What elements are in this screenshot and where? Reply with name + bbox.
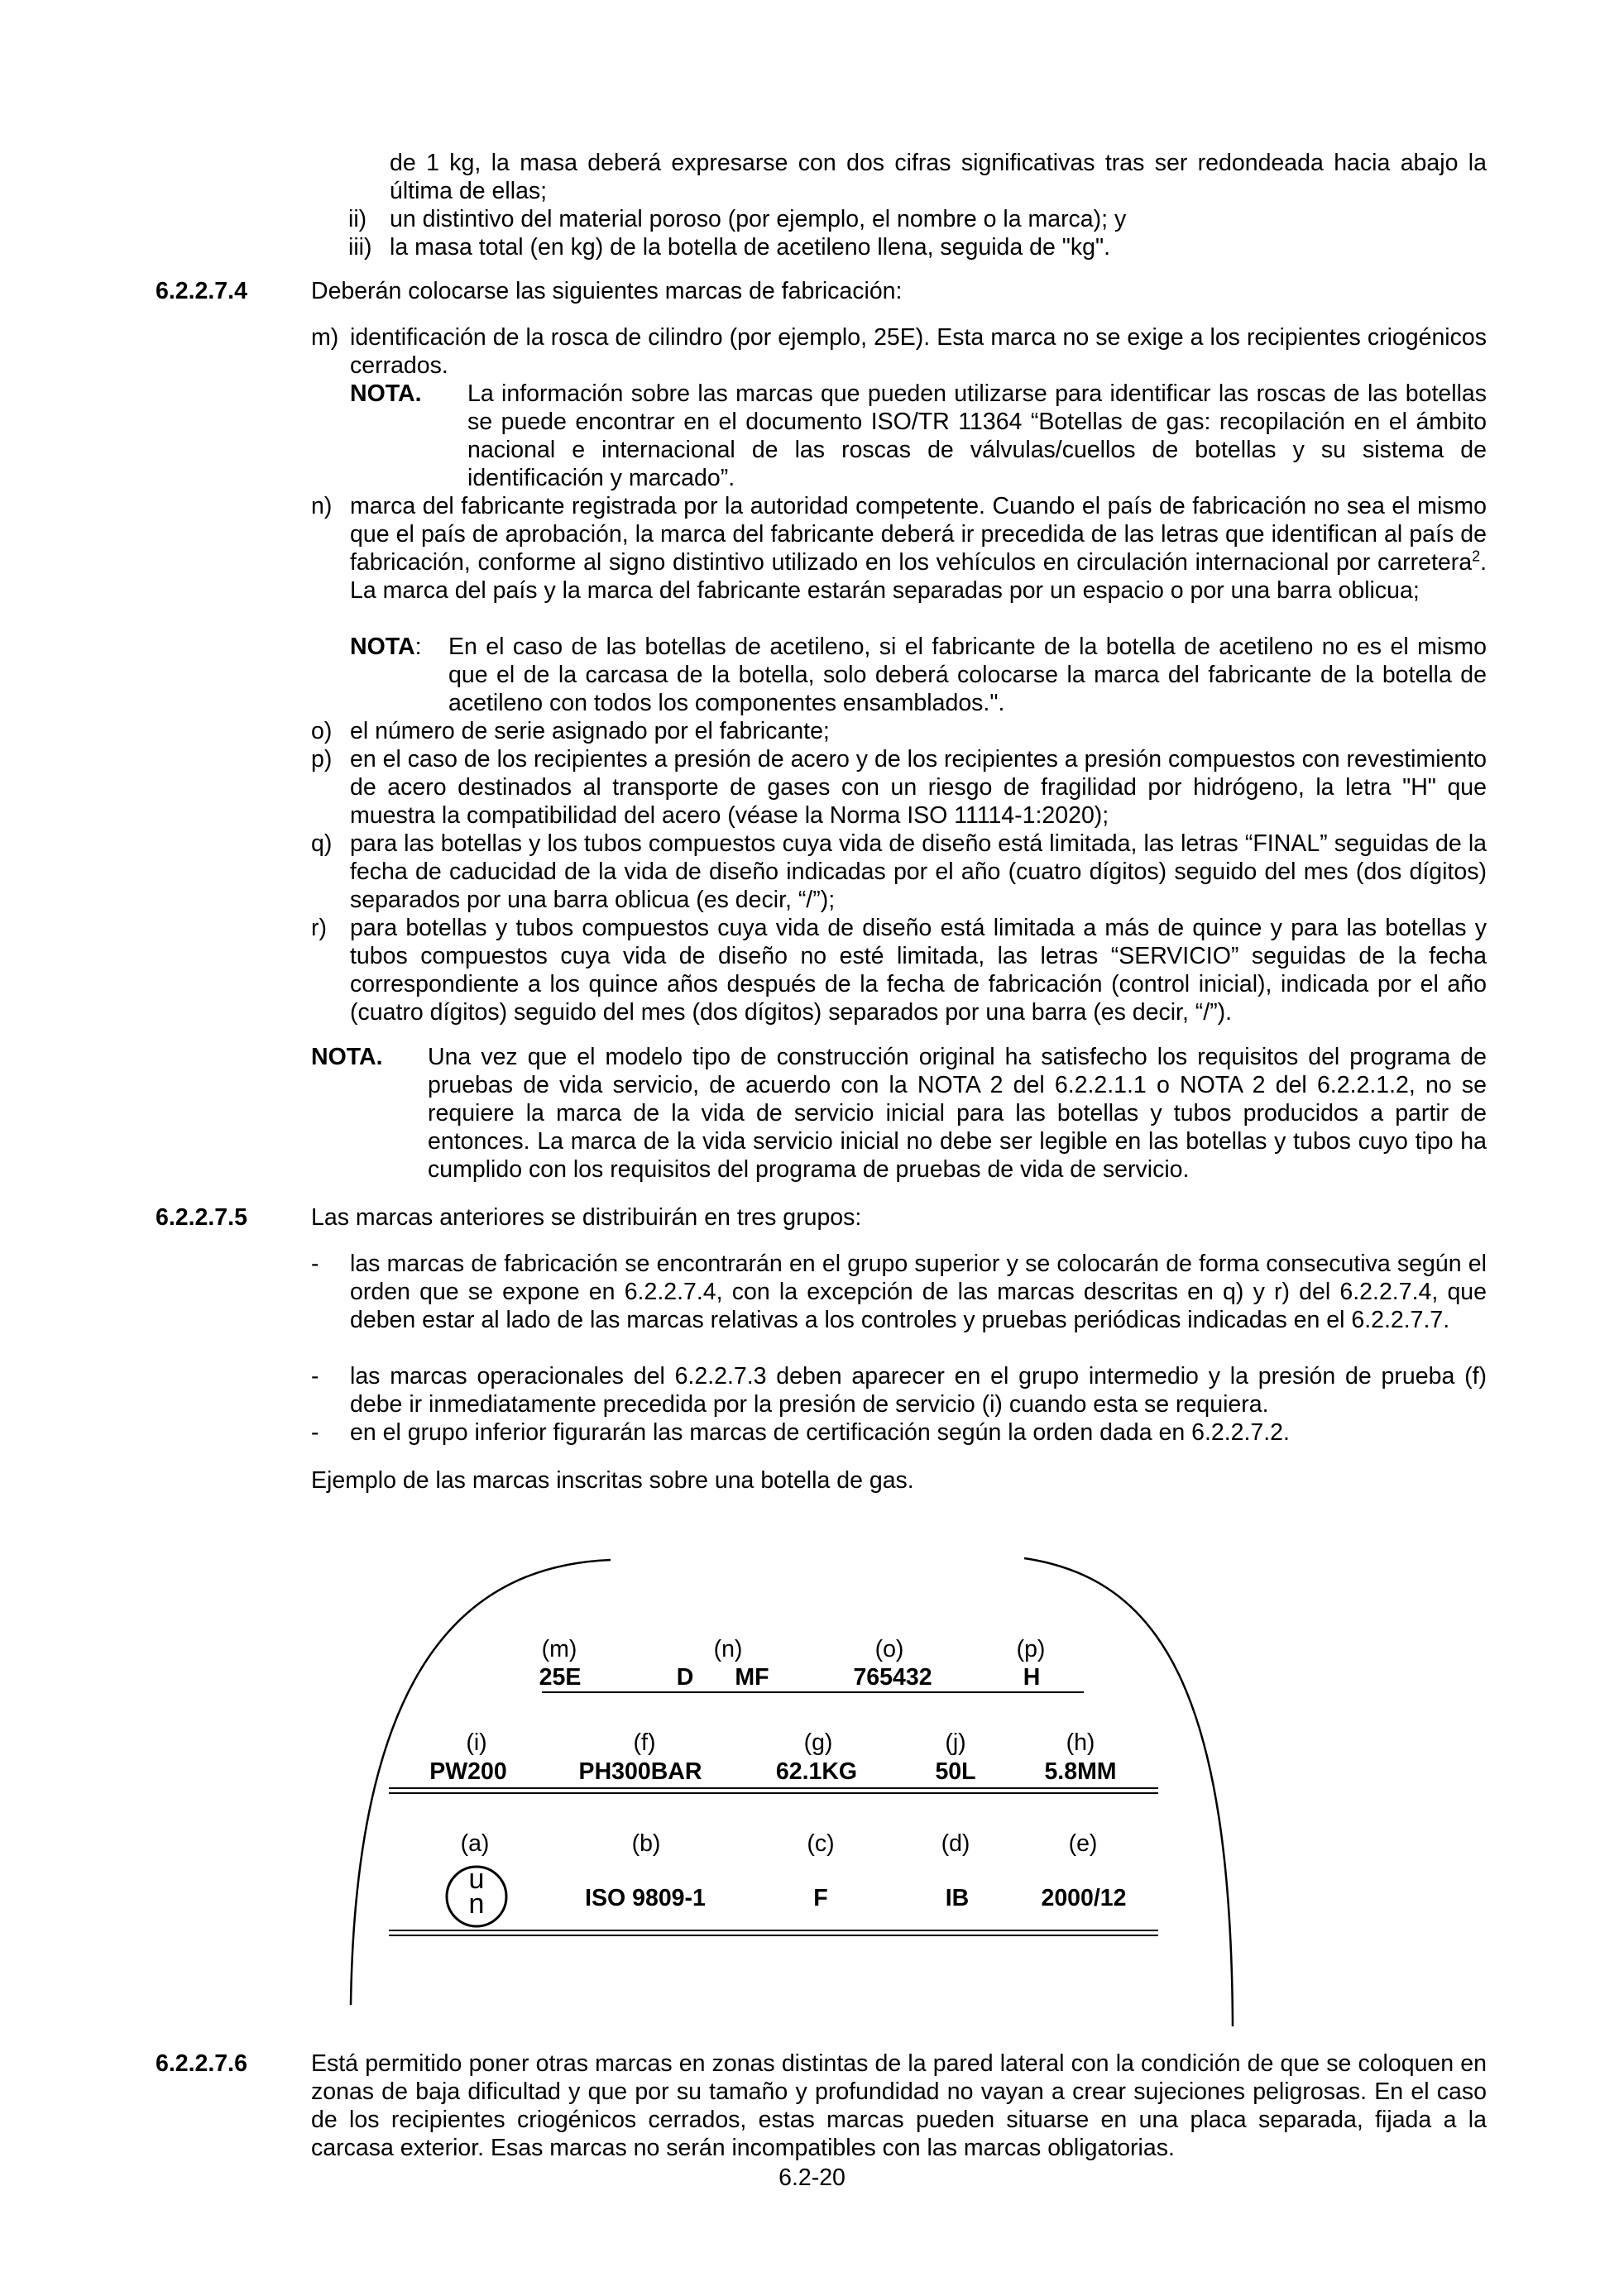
bullet-3-text: en el grupo inferior figurarán las marcas de certificación según la orden dada en 6.2.2.7.2. bbox=[350, 1419, 1290, 1446]
note-label: NOTA. bbox=[311, 1044, 383, 1070]
item-p-text: en el caso de los recipientes a presión de acero y de los recipientes a presión compuestos con revestimiento de acero destinados al transporte de gases con un riesgo de fragilidad por hidrógeno, la letra "H" que muestra la compatibilidad del acero (véase la Norma ISO 11114-1:2020); bbox=[350, 746, 1487, 829]
footnote-ref-2: 2 bbox=[1472, 548, 1481, 565]
label-e: (e) bbox=[1068, 1830, 1098, 1857]
label-m: (m) bbox=[541, 1636, 577, 1662]
label-n: (n) bbox=[713, 1636, 743, 1662]
item-n-label: n) bbox=[311, 493, 333, 519]
value-test-pressure: PH300BAR bbox=[578, 1758, 702, 1785]
bullet-2-text: las marcas operacionales del 6.2.2.7.3 deben aparecer en el grupo intermedio y la presión de prueba (f) debe ir inmediatamente precedida por la presión de servicio (i) cuando esta se requiera. bbox=[350, 1363, 1487, 1418]
item-ii-label: ii) bbox=[348, 206, 367, 232]
item-q-text: para las botellas y los tubos compuestos cuya vida de diseño está limitada, las letras “FINAL” seguidas de la fecha de caducidad de la vida de diseño indicadas por el año (cuatro dígitos) seguido del mes (dos dígitos) separados por una barra oblicua (es decir, “/”); bbox=[350, 830, 1487, 913]
section-text-6-2-2-7-6: Está permitido poner otras marcas en zonas distintas de la pared lateral con la condición de que se coloquen en zonas de baja dificultad y que por su tamaño y profundidad no vayan a crear sujeciones peligrosas. En el caso de los recipientes criogénicos cerrados, estas marcas pueden situarse en una placa separada, fijada a la carcasa exterior. Esas marcas no serán incompatibles con las marcas obligatorias. bbox=[311, 2050, 1487, 2161]
section-number-6-2-2-7-5: 6.2.2.7.5 bbox=[156, 1204, 247, 1231]
value-inspector-mark: IB bbox=[945, 1885, 970, 1911]
value-wall-thickness: 5.8MM bbox=[1044, 1758, 1117, 1785]
continued-text: de 1 kg, la masa deberá expresarse con dos cifras significativas tras ser redondeada hacia abajo la última de ellas; bbox=[390, 150, 1487, 204]
item-m-label: m) bbox=[311, 324, 339, 351]
cylinder-left-shoulder bbox=[351, 1560, 611, 2005]
value-country: D bbox=[676, 1664, 694, 1691]
item-n-text bbox=[350, 492, 1487, 605]
label-g: (g) bbox=[803, 1729, 833, 1756]
label-c: (c) bbox=[807, 1830, 835, 1857]
value-serial: 765432 bbox=[853, 1664, 932, 1691]
label-a: (a) bbox=[460, 1830, 490, 1857]
value-inspection-body: F bbox=[813, 1885, 828, 1911]
section-title-6-2-2-7-5: Las marcas anteriores se distribuirán en tres grupos: bbox=[311, 1204, 862, 1231]
value-capacity: 50L bbox=[935, 1758, 976, 1785]
item-n-text-a: marca del fabricante registrada por la autoridad competente. Cuando el país de fabricación no sea el mismo que el país de aprobación, la marca del fabricante deberá ir precedida de las letras que identifican al país de fabricación, conforme al signo distintivo utilizado en los vehículos en circulación internacional por carretera bbox=[350, 493, 1487, 576]
bullet-1-text: las marcas de fabricación se encontrarán en el grupo superior y se colocarán de forma consecutiva según el orden que se expone en 6.2.2.7.4, con la excepción de las marcas descritas en q) y r) del 6.2.2.7.4, que deben estar al lado de las marcas relativas a los controles y pruebas periódicas indicadas en el 6.2.2.7.7. bbox=[350, 1251, 1487, 1333]
value-date: 2000/12 bbox=[1041, 1885, 1127, 1911]
value-manufacturer: MF bbox=[735, 1664, 769, 1691]
label-p: (p) bbox=[1016, 1636, 1046, 1662]
bullet-dash: - bbox=[311, 1251, 319, 1277]
bullet-dash: - bbox=[311, 1363, 319, 1390]
bullet-dash: - bbox=[311, 1419, 319, 1446]
label-o: (o) bbox=[874, 1636, 904, 1662]
item-q-label: q) bbox=[311, 830, 333, 857]
item-o-text: el número de serie asignado por el fabricante; bbox=[350, 718, 830, 744]
un-symbol-circle bbox=[447, 1867, 506, 1926]
un-symbol-n: n bbox=[468, 1888, 485, 1920]
section-number-6-2-2-7-4: 6.2.2.7.4 bbox=[156, 278, 247, 304]
value-mass: 62.1KG bbox=[775, 1758, 858, 1785]
value-working-pressure: PW200 bbox=[429, 1758, 507, 1785]
value-thread: 25E bbox=[539, 1664, 582, 1691]
un-symbol-u: u bbox=[468, 1863, 485, 1895]
item-r-label: r) bbox=[311, 915, 327, 941]
label-i: (i) bbox=[466, 1729, 487, 1756]
section-number-6-2-2-7-6: 6.2.2.7.6 bbox=[156, 2050, 247, 2077]
label-d: (d) bbox=[941, 1830, 970, 1857]
label-h: (h) bbox=[1066, 1729, 1095, 1756]
item-n-text-b: . La marca del país y la marca del fabricante estarán separadas por un espacio o por una barra oblicua; bbox=[350, 549, 1487, 604]
item-ii-text: un distintivo del material poroso (por ejemplo, el nombre o la marca); y bbox=[390, 206, 1127, 232]
value-steel-compat: H bbox=[1023, 1664, 1041, 1691]
note-text: Una vez que el modelo tipo de construcción original ha satisfecho los requisitos del programa de pruebas de vida servicio, de acuerdo con la NOTA 2 del 6.2.2.1.1 o NOTA 2 del 6.2.2.1.2, no se requiere la marca de la vida de servicio inicial para las botellas y tubos producidos a partir de entonces. La marca de la vida servicio inicial no debe ser legible en las botellas y tubos cuyo tipo ha cumplido con los requisitos del programa de pruebas de vida de servicio. bbox=[428, 1044, 1487, 1183]
item-n-note-label bbox=[350, 633, 422, 661]
label-b: (b) bbox=[631, 1830, 661, 1857]
item-m-text: identificación de la rosca de cilindro (por ejemplo, 25E). Esta marca no se exige a los recipientes criogénicos cerrados. bbox=[350, 324, 1487, 379]
item-r-text: para botellas y tubos compuestos cuya vida de diseño está limitada a más de quince y para las botellas y tubos compuestos cuya vida de diseño no esté limitada, las letras “SERVICIO” seguidas de la fecha correspondiente a los quince años después de la fecha de fabricación (control inicial), indicada por el año (cuatro dígitos) seguido del mes (dos dígitos) separados por una barra (es decir, “/”). bbox=[350, 915, 1487, 1026]
example-caption: Ejemplo de las marcas inscritas sobre una botella de gas. bbox=[311, 1467, 914, 1494]
label-f: (f) bbox=[633, 1729, 656, 1756]
cylinder-right-shoulder bbox=[1024, 1558, 1233, 2026]
label-j: (j) bbox=[945, 1729, 966, 1756]
page-number: 6.2-20 bbox=[778, 2164, 846, 2191]
value-standard: ISO 9809-1 bbox=[585, 1885, 706, 1911]
item-p-label: p) bbox=[311, 746, 333, 773]
item-iii-text: la masa total (en kg) de la botella de acetileno llena, seguida de "kg". bbox=[390, 234, 1111, 261]
item-o-label: o) bbox=[311, 718, 333, 744]
item-n-note-text: En el caso de las botellas de acetileno, si el fabricante de la botella de acetileno no es el mismo que el de la carcasa de la botella, solo deberá colocarse la marca del fabricante de la botella de acetileno con todos los componentes ensamblados.". bbox=[448, 634, 1487, 716]
item-n-note-colon: : bbox=[414, 634, 422, 660]
item-n-note-label-bold: NOTA bbox=[350, 634, 415, 660]
section-title-6-2-2-7-4: Deberán colocarse las siguientes marcas de fabricación: bbox=[311, 278, 903, 304]
item-m-note-text: La información sobre las marcas que pueden utilizarse para identificar las roscas de las botellas se puede encontrar en el documento ISO/TR 11364 “Botellas de gas: recopilación en el ámbito nacional e internacional de las roscas de válvulas/cuellos de botellas y su sistema de identificación y marcado”. bbox=[467, 380, 1487, 491]
item-iii-label: iii) bbox=[348, 234, 372, 261]
item-m-note-label: NOTA. bbox=[350, 380, 422, 407]
